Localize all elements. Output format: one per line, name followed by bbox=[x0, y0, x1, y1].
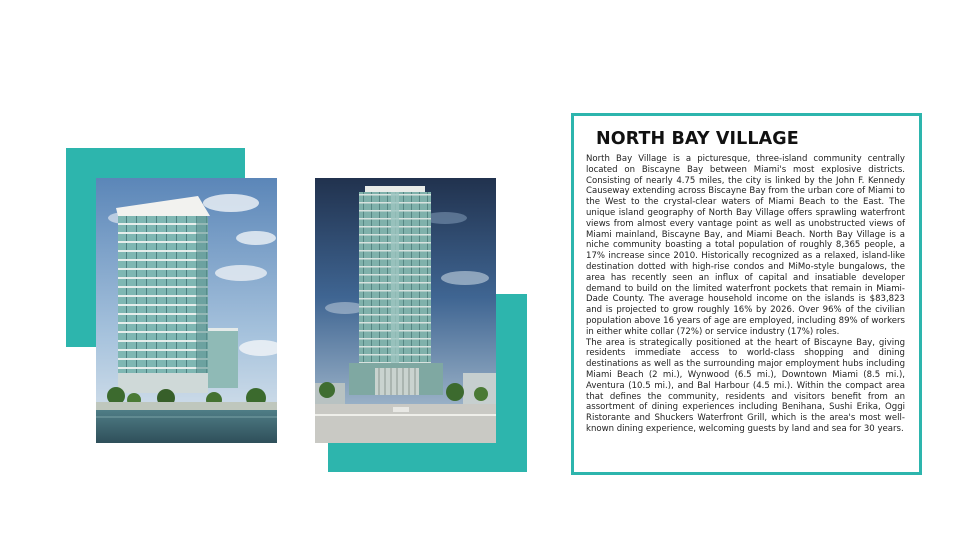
left-tower-rendering bbox=[96, 178, 277, 443]
body-paragraph: The area is strategically positioned at the heart of Biscayne Bay, giving residents immediate access to world-class shopping and dining destinations as well as the surrounding major employment hubs including Miami Beach (2 mi.), Wynwood (6.5 mi.), Downtown Miami (8.5 mi.), Aventura (10.5 mi.), and Bal Harbour (4.5 mi.). Within the compact area that defines the community, residents and visitors benefit from an assortment of dining experiences including Benihana, Sushi Erika, Oggi Ristorante and Shuckers Waterfront Grill, which is the area's most well-known dining experience, welcoming guests by land and sea for 30 years. bbox=[586, 337, 905, 434]
info-card bbox=[571, 113, 922, 475]
body-paragraph: North Bay Village is a picturesque, three-island community centrally located on Biscayne Bay between Miami's most explosive districts. Consisting of nearly 4.75 miles, the city is linked by the John F. Kennedy Causeway extending across Biscayne Bay from the urban core of Miami to the West to the crystal-clear waters of Miami Beach to the East. The unique island geography of North Bay Village offers sprawling waterfront views from almost every vantage point as well as unobstructed views of Miami mainland, Biscayne Bay, and Miami Beach. North Bay Village is a niche community boasting a total population of roughly 8,365 people, a 17% increase since 2010. Historically recognized as a relaxed, island-like destination dotted with high-rise condos and MiMo-style bungalows, the area has recently seen an influx of capital and insatiable developer demand to build on the limited waterfront pockets that remain in Miami-Dade County. The average household income on the islands is $83,823 and is projected to grow roughly 16% by 2026. Over 96% of the civilian population above 16 years of age are employed, including 89% of workers in either white collar (72%) or service industry (17%) roles. bbox=[586, 154, 905, 337]
right-tower-rendering bbox=[315, 178, 496, 443]
card-body bbox=[586, 154, 905, 435]
card-title: NORTH BAY VILLAGE bbox=[596, 129, 799, 149]
